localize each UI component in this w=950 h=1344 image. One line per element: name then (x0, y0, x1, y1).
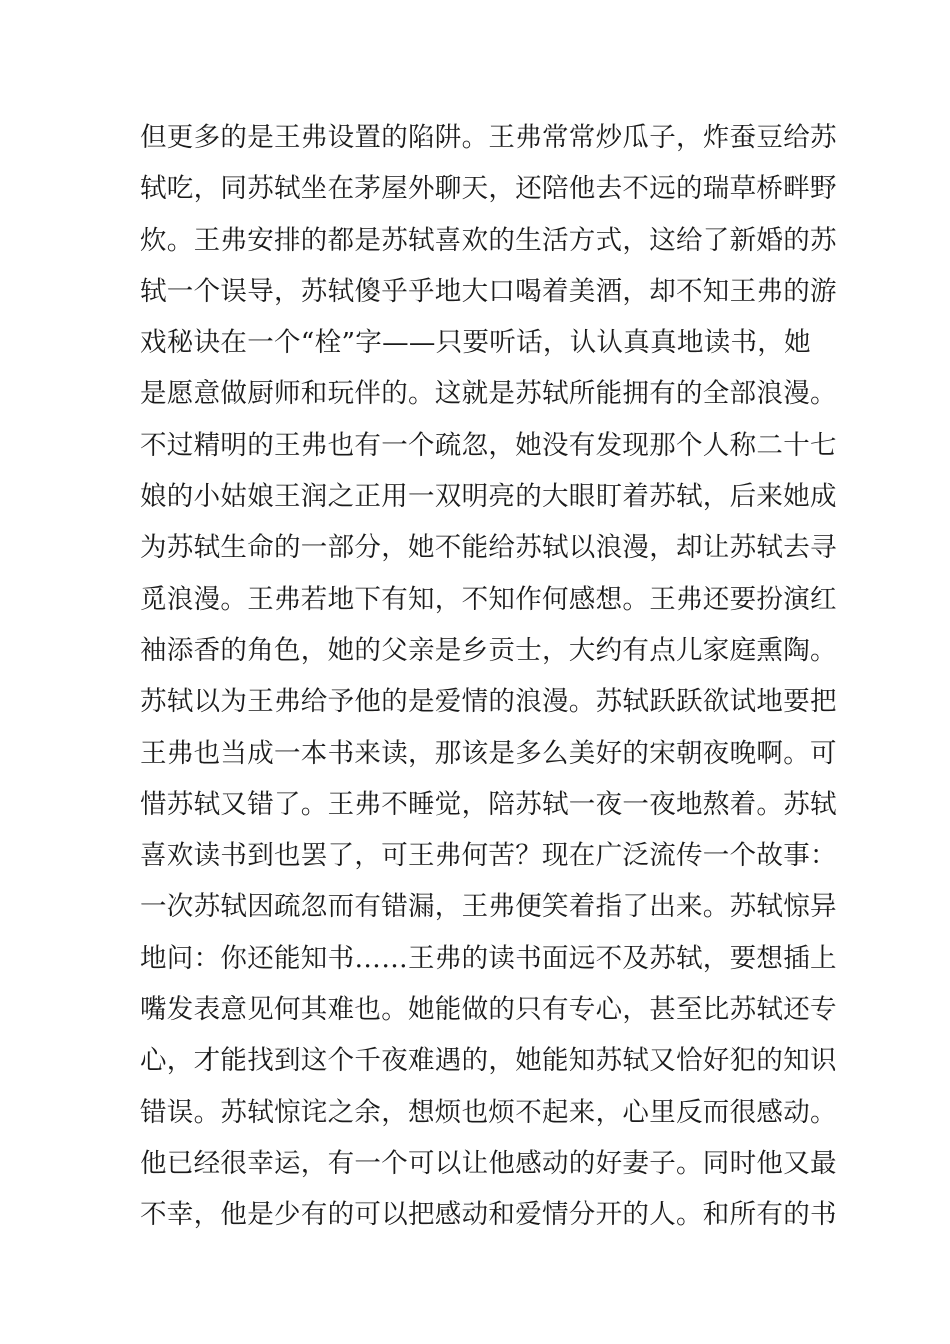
text-line: 轼一个误导，苏轼傻乎乎地大口喝着美酒，却不知王弗的游 (140, 275, 837, 307)
text-line: 炊。王弗安排的都是苏轼喜欢的生活方式，这给了新婚的苏 (140, 224, 837, 256)
text-line: 他已经很幸运，有一个可以让他感动的好妻子。同时他又最 (140, 1147, 837, 1179)
text-line: 为苏轼生命的一部分，她不能给苏轼以浪漫，却让苏轼去寻 (140, 532, 837, 564)
text-line: 惜苏轼又错了。王弗不睡觉，陪苏轼一夜一夜地熬着。苏轼 (140, 788, 837, 820)
text-line: 是愿意做厨师和玩伴的。这就是苏轼所能拥有的全部浪漫。 (140, 378, 837, 410)
text-line: 娘的小姑娘王润之正用一双明亮的大眼盯着苏轼，后来她成 (140, 481, 837, 513)
text-line: 但更多的是王弗设置的陷阱。王弗常常炒瓜子，炸蚕豆给苏 (140, 122, 837, 153)
text-line: 一次苏轼因疏忽而有错漏，王弗便笑着指了出来。苏轼惊异 (140, 891, 837, 923)
text-line: 苏轼以为王弗给予他的是爱情的浪漫。苏轼跃跃欲试地要把 (140, 686, 837, 718)
text-line: 轼吃，同苏轼坐在茅屋外聊天，还陪他去不远的瑞草桥畔野 (140, 173, 837, 205)
text-line: 不过精明的王弗也有一个疏忽，她没有发现那个人称二十七 (140, 429, 837, 461)
text-line: 地问：你还能知书……王弗的读书面远不及苏轼，要想插上 (140, 942, 837, 974)
text-line: 喜欢读书到也罢了，可王弗何苦？现在广泛流传一个故事： (140, 840, 837, 872)
text-line: 戏秘诀在一个“栓”字——只要听话，认认真真地读书，她 (140, 327, 811, 359)
text-line: 错误。苏轼惊诧之余，想烦也烦不起来，心里反而很感动。 (140, 1096, 837, 1128)
text-line: 心，才能找到这个千夜难遇的，她能知苏轼又恰好犯的知识 (140, 1045, 837, 1077)
text-line: 嘴发表意见何其难也。她能做的只有专心，甚至比苏轼还专 (140, 994, 837, 1026)
text-line: 袖添香的角色，她的父亲是乡贡士，大约有点儿家庭熏陶。 (140, 634, 837, 666)
text-line: 王弗也当成一本书来读，那该是多么美好的宋朝夜晚啊。可 (140, 737, 837, 769)
text-line: 不幸，他是少有的可以把感动和爱情分开的人。和所有的书 (140, 1199, 837, 1231)
text-line: 觅浪漫。王弗若地下有知，不知作何感想。王弗还要扮演红 (140, 583, 837, 615)
body-text (140, 112, 837, 1241)
